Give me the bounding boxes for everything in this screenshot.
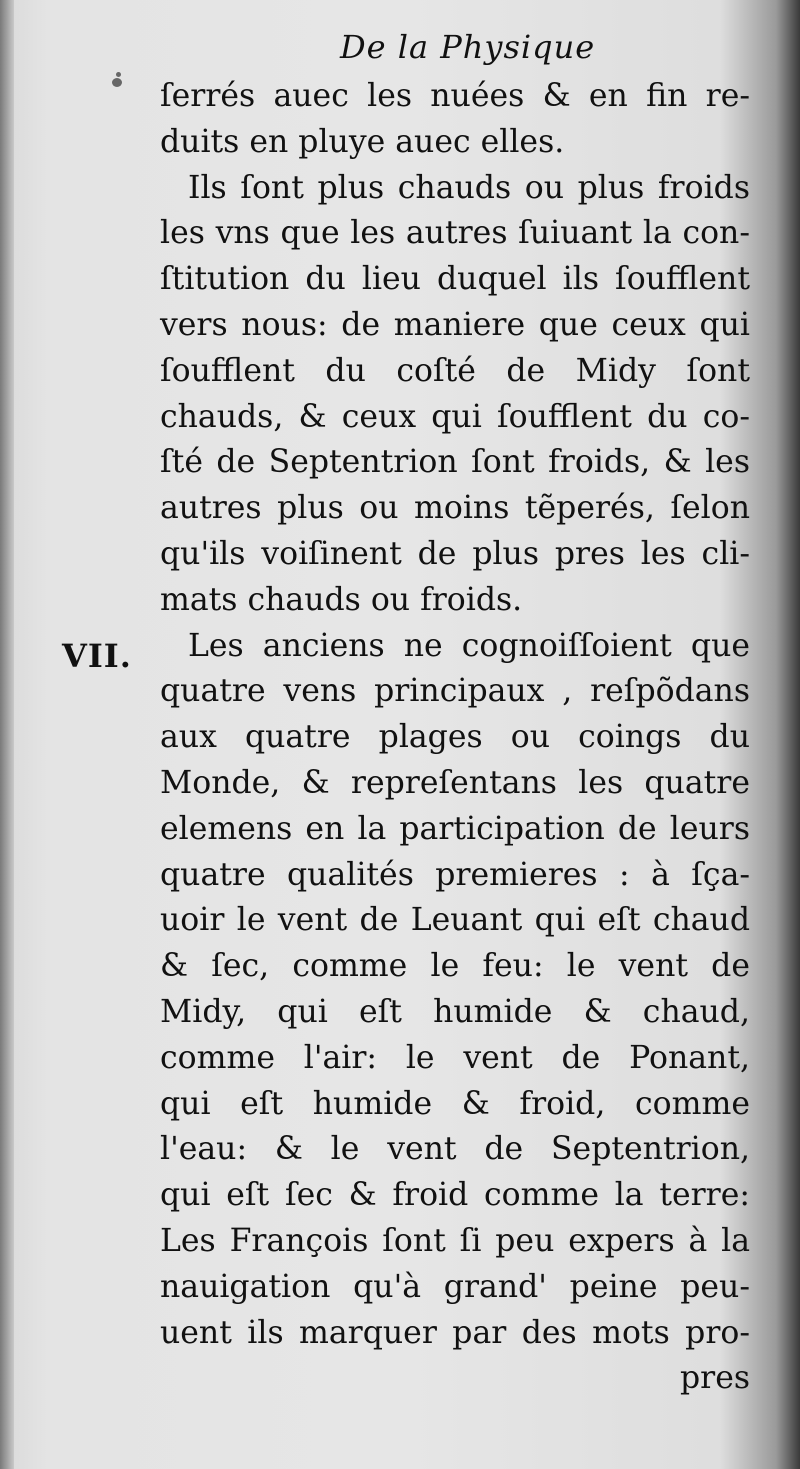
ink-spot (112, 78, 122, 87)
text-line: comme l'air: le vent de Ponant, (160, 1039, 750, 1076)
text-line: & ſec, comme le feu: le vent de (160, 948, 750, 985)
text-line: aux quatre plages ou coings du (160, 719, 750, 756)
catchword: pres (679, 1360, 750, 1397)
page-gutter-shadow (0, 0, 14, 1469)
text-line: chauds, & ceux qui ſoufflent du co- (160, 398, 750, 435)
text-line: ſté de Septentrion ſont froids, & les (160, 444, 750, 481)
text-line: mats chauds ou froids. (160, 581, 523, 618)
text-line: Monde, & repreſentans les quatre (160, 764, 750, 801)
ink-spot (116, 72, 121, 77)
text-line: Midy, qui eſt humide & chaud, (160, 993, 750, 1030)
text-line: l'eau: & le vent de Septentrion, (160, 1131, 750, 1168)
text-line: qu'ils voiſinent de plus pres les cli- (160, 535, 750, 572)
text-line: elemens en la participation de leurs (160, 810, 750, 847)
text-line: Ils ſont plus chauds ou plus froids (188, 169, 750, 206)
text-line: nauigation qu'à grand' peine peu- (160, 1268, 750, 1305)
running-header: De la Physique (340, 28, 596, 66)
text-line: qui eſt ſec & froid comme la terre: (160, 1177, 750, 1214)
text-line: ſerrés auec les nuées & en fin re- (160, 78, 750, 114)
text-line: vers nous: de maniere que ceux qui (160, 306, 750, 343)
text-line: Les anciens ne cognoiſſoient que (188, 627, 750, 664)
text-line: qui eſt humide & froid, comme (160, 1085, 750, 1122)
text-line: ſoufflent du coſté de Midy ſont (160, 352, 750, 389)
text-line: ſtitution du lieu duquel ils ſoufflent (160, 261, 750, 298)
text-line: uoir le vent de Leuant qui eſt chaud (160, 902, 750, 939)
text-line: autres plus ou moins tẽperés, ſelon (160, 490, 750, 527)
text-line: quatre qualités premieres : à ſça- (160, 856, 750, 893)
text-line: les vns que les autres ſuiuant la con- (160, 215, 750, 252)
text-line: duits en pluye auec elles. (160, 123, 565, 160)
text-line: uent ils marquer par des mots pro- (160, 1314, 750, 1351)
text-line: quatre vens principaux , reſpõdans (160, 673, 750, 710)
paragraph-number: VII. (62, 637, 132, 675)
text-line: Les François ſont ſi peu expers à la (160, 1222, 750, 1259)
body-text (160, 74, 750, 1402)
